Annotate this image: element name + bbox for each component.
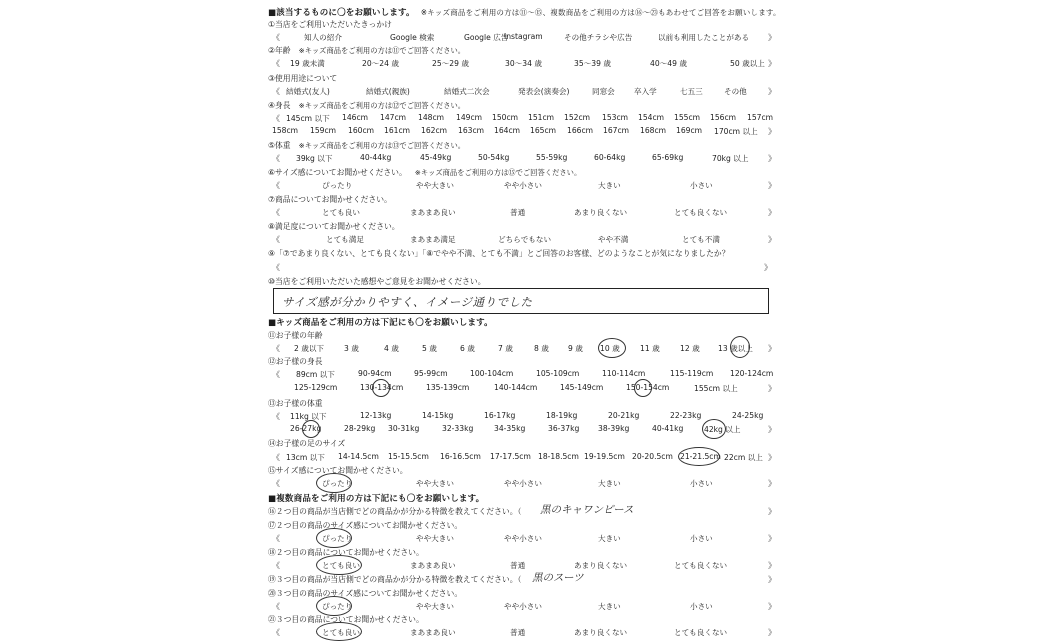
option-friend-referral[interactable]: 知人の紹介 xyxy=(304,33,342,42)
option-fit[interactable]: 小さい xyxy=(690,602,713,611)
option-height[interactable]: 167cm xyxy=(603,126,630,135)
option-height[interactable]: 160cm xyxy=(348,126,375,135)
option-age[interactable]: 40〜49 歳 xyxy=(650,59,687,68)
option-child-height[interactable]: 95-99cm xyxy=(414,369,448,378)
question-5: ⑤体重 ※キッズ商品をご利用の方は⑬でご回答ください。 xyxy=(268,141,466,150)
option-height[interactable]: 157cm xyxy=(747,113,774,122)
options-q8: 《 とても満足 まあまあ満足 どちらでもない やや不満 とても不満 》 xyxy=(272,235,776,244)
option-child-age[interactable]: 3 歳 xyxy=(344,344,359,353)
options-q19: 》 xyxy=(768,575,776,584)
option-bracket-open: 《 xyxy=(272,33,280,42)
option-fit[interactable]: やや小さい xyxy=(504,181,542,190)
option-satisfaction[interactable]: どちらでもない xyxy=(498,235,552,244)
option-child-age[interactable]: 4 歳 xyxy=(384,344,399,353)
option-weight[interactable]: 70kg 以上 xyxy=(712,154,749,163)
option-child-weight[interactable]: 26-27kg xyxy=(290,424,322,433)
option-child-height[interactable]: 140-144cm xyxy=(494,383,538,392)
options-q6: 《 ぴったり やや大きい やや小さい 大きい 小さい 》 xyxy=(272,181,776,190)
question-7: ⑦商品についてお聞かせください。 xyxy=(268,195,392,204)
option-height[interactable]: 161cm xyxy=(384,126,411,135)
option-child-height[interactable]: 130-134cm xyxy=(360,383,404,392)
option-weight[interactable]: 65-69kg xyxy=(652,153,684,162)
answer-circle xyxy=(316,555,362,575)
question-8: ⑧満足度についてお聞かせください。 xyxy=(268,222,400,231)
option-foot-size[interactable]: 16-16.5cm xyxy=(440,452,481,461)
answer-circle xyxy=(598,338,626,358)
option-height[interactable]: 169cm xyxy=(676,126,703,135)
options-q1 xyxy=(272,32,776,42)
option-fit[interactable]: 小さい xyxy=(690,534,713,543)
options-q11: 《 2 歳以下 3 歳 4 歳 5 歳 6 歳 7 歳 8 歳 9 歳 10 歳 11 歳 12 歳 13 歳以上 》 xyxy=(272,344,776,353)
option-quality[interactable]: 普通 xyxy=(510,628,526,637)
question-4: ④身長 ※キッズ商品をご利用の方は⑫でご回答ください。 xyxy=(268,101,466,110)
option-usage[interactable]: 発表会(演奏会) xyxy=(518,87,570,96)
options-q20: 《 ぴったり やや大きい やや小さい 大きい 小さい 》 xyxy=(272,602,776,611)
question-16: ⑯２つ目の商品が当店側でどの商品かが分かる特徴を教えてください。（ xyxy=(268,507,522,516)
options-q17: 《 ぴったり やや大きい やや小さい 大きい 小さい 》 xyxy=(272,534,776,543)
option-child-weight[interactable]: 16-17kg xyxy=(484,411,516,420)
option-height[interactable]: 150cm xyxy=(492,113,519,122)
option-usage[interactable]: その他 xyxy=(724,87,747,96)
option-fit[interactable]: 大きい xyxy=(598,181,621,190)
option-child-height[interactable]: 150-154cm xyxy=(626,383,670,392)
handwritten-comment: サイズ感が分かりやすく、イメージ通りでした xyxy=(282,295,533,309)
option-age[interactable]: 35〜39 歳 xyxy=(574,59,611,68)
option-child-height[interactable]: 155cm 以上 xyxy=(694,384,738,393)
question-2: ②年齢 ※キッズ商品をご利用の方は⑪でご回答ください。 xyxy=(268,46,466,55)
option-foot-size[interactable]: 21-21.5cm xyxy=(680,452,721,461)
option-weight[interactable]: 55-59kg xyxy=(536,153,568,162)
option-usage[interactable]: 卒入学 xyxy=(634,87,657,96)
options-q12-row1: 《 89cm 以下 90-94cm 95-99cm 100-104cm 105-109cm 110-114cm 115-119cm 120-124cm xyxy=(272,369,774,379)
option-bracket-close: 》 xyxy=(768,33,776,42)
option-fit[interactable]: やや大きい xyxy=(416,602,454,611)
options-q18: 《 とても良い まあまあ良い 普通 あまり良くない とても良くない 》 xyxy=(272,561,776,570)
answer-circle xyxy=(372,379,390,397)
answer-circle xyxy=(316,528,352,548)
option-foot-size[interactable]: 15-15.5cm xyxy=(388,452,429,461)
option-weight[interactable]: 39kg 以下 xyxy=(296,154,333,163)
option-child-age[interactable]: 6 歳 xyxy=(460,344,475,353)
option-height[interactable]: 166cm xyxy=(567,126,594,135)
option-height[interactable]: 145cm 以下 xyxy=(286,114,330,123)
section-heading-general xyxy=(268,6,781,18)
option-child-age[interactable]: 13 歳以上 xyxy=(718,344,753,353)
option-child-weight[interactable]: 18-19kg xyxy=(546,411,578,420)
question-6: ⑥サイズ感についてお聞かせください。 ※キッズ商品をご利用の方は⑮でご回答ください。 xyxy=(268,168,582,177)
option-satisfaction[interactable]: とても不満 xyxy=(682,235,720,244)
option-child-weight[interactable]: 20-21kg xyxy=(608,411,640,420)
question-20: ⑳３つ目の商品のサイズ感についてお聞かせください。 xyxy=(268,589,463,598)
section-title: ■該当するものに〇をお願いします。 xyxy=(268,8,415,18)
option-child-age[interactable]: 10 歳 xyxy=(600,344,620,353)
option-quality[interactable]: あまり良くない xyxy=(574,561,628,570)
section-title: ■複数商品をご利用の方は下記にも〇をお願いします。 xyxy=(268,494,485,504)
options-q5: 《 39kg 以下 40-44kg 45-49kg 50-54kg 55-59kg 60-64kg 65-69kg 70kg 以上 》 xyxy=(272,153,776,163)
option-quality[interactable]: とても良い xyxy=(322,628,360,637)
option-fit[interactable]: やや大きい xyxy=(416,479,454,488)
question-11: ⑪お子様の年齢 xyxy=(268,331,323,340)
options-q12-row2: 125-129cm 130-134cm 135-139cm 140-144cm 145-149cm 150-154cm 155cm 以上 》 xyxy=(294,383,776,393)
option-foot-size[interactable]: 18-18.5cm xyxy=(538,452,579,461)
option-weight[interactable]: 40-44kg xyxy=(360,153,392,162)
option-quality[interactable]: あまり良くない xyxy=(574,628,628,637)
option-usage[interactable]: 七五三 xyxy=(680,87,703,96)
option-height[interactable]: 151cm xyxy=(528,113,555,122)
answer-circle xyxy=(316,473,352,493)
option-quality[interactable]: とても良くない xyxy=(674,561,728,570)
option-child-weight[interactable]: 24-25kg xyxy=(732,411,764,420)
answer-circle xyxy=(316,596,352,616)
option-weight[interactable]: 50-54kg xyxy=(478,153,510,162)
answer-circle xyxy=(634,379,652,397)
handwritten-item-2: 黒のキャワンピース xyxy=(540,504,634,516)
option-usage[interactable]: 結婚式(親族) xyxy=(366,87,410,96)
option-fit[interactable]: やや大きい xyxy=(416,181,454,190)
option-foot-size[interactable]: 20-20.5cm xyxy=(632,452,673,461)
option-child-height[interactable]: 105-109cm xyxy=(536,369,580,378)
question-10: ⑩当店をご利用いただいた感想やご意見をお聞かせください。 xyxy=(268,277,486,286)
option-fit[interactable]: ぴったり xyxy=(322,602,353,611)
options-q3: 《 結婚式(友人) 結婚式(親族) 結婚式二次会 発表会(演奏会) 同窓会 卒入学 七五三 その他 》 xyxy=(272,87,776,96)
options-q15: 《 ぴったり やや大きい やや小さい 大きい 小さい 》 xyxy=(272,479,776,488)
option-child-weight[interactable]: 36-37kg xyxy=(548,424,580,433)
options-q13-row2: 26-27kg 28-29kg 30-31kg 32-33kg 34-35kg 36-37kg 38-39kg 40-41kg 42kg 以上 》 xyxy=(290,424,776,434)
option-height[interactable]: 154cm xyxy=(638,113,665,122)
question-14: ⑭お子様の足のサイズ xyxy=(268,439,346,448)
option-fit[interactable]: 小さい xyxy=(690,181,713,190)
option-fit[interactable]: 大きい xyxy=(598,602,621,611)
option-quality[interactable]: あまり良くない xyxy=(574,208,628,217)
section-heading-multiple xyxy=(268,492,484,504)
option-child-height[interactable]: 120-124cm xyxy=(730,369,774,378)
option-satisfaction[interactable]: まあまあ満足 xyxy=(410,235,456,244)
question-15: ⑮サイズ感についてお聞かせください。 xyxy=(268,466,408,475)
answer-circle xyxy=(730,336,750,358)
option-weight[interactable]: 45-49kg xyxy=(420,153,452,162)
question-18: ⑱２つ目の商品についてお聞かせください。 xyxy=(268,548,424,557)
options-q4-row1: 《 145cm 以下 146cm 147cm 148cm 149cm 150cm 151cm 152cm 153cm 154cm 155cm 156cm 157cm xyxy=(272,113,774,123)
option-fit[interactable]: ぴったり xyxy=(322,479,353,488)
option-child-age[interactable]: 5 歳 xyxy=(422,344,437,353)
option-child-weight[interactable]: 32-33kg xyxy=(442,424,474,433)
answer-circle xyxy=(702,419,726,439)
option-foot-size[interactable]: 14-14.5cm xyxy=(338,452,379,461)
question-17: ⑰２つ目の商品のサイズ感についてお聞かせください。 xyxy=(268,521,463,530)
question-12: ⑫お子様の身長 xyxy=(268,357,323,366)
answer-circle xyxy=(302,420,320,438)
option-height[interactable]: 159cm xyxy=(310,126,337,135)
option-quality[interactable]: 普通 xyxy=(510,561,526,570)
option-height[interactable]: 170cm 以上 xyxy=(714,127,758,136)
option-age[interactable]: 50 歳以上 xyxy=(730,59,765,68)
option-child-weight[interactable]: 42kg 以上 xyxy=(704,425,741,434)
option-child-age[interactable]: 8 歳 xyxy=(534,344,549,353)
option-child-age[interactable]: 9 歳 xyxy=(568,344,583,353)
options-q14: 《 13cm 以下 14-14.5cm 15-15.5cm 16-16.5cm 17-17.5cm 18-18.5cm 19-19.5cm 20-20.5cm 21-21.5cm 22cm 以上 》 xyxy=(272,452,776,462)
option-fit[interactable]: 小さい xyxy=(690,479,713,488)
option-child-height[interactable]: 90-94cm xyxy=(358,369,392,378)
option-child-age[interactable]: 2 歳以下 xyxy=(294,344,325,353)
option-google-search[interactable]: Google 検索 xyxy=(390,33,435,42)
option-height[interactable]: 165cm xyxy=(530,126,557,135)
option-child-height[interactable]: 125-129cm xyxy=(294,383,338,392)
option-fit[interactable]: ぴったり xyxy=(322,181,353,190)
options-q16: 》 xyxy=(768,507,776,516)
option-fit[interactable]: 大きい xyxy=(598,534,621,543)
option-quality[interactable]: まあまあ良い xyxy=(410,628,456,637)
option-height[interactable]: 153cm xyxy=(602,113,629,122)
option-quality[interactable]: まあまあ良い xyxy=(410,561,456,570)
option-height[interactable]: 168cm xyxy=(640,126,667,135)
option-used-before[interactable]: 以前も利用したことがある xyxy=(658,33,750,42)
option-quality[interactable]: 普通 xyxy=(510,208,526,217)
option-usage[interactable]: 結婚式二次会 xyxy=(444,87,490,96)
option-height[interactable]: 156cm xyxy=(710,113,737,122)
answer-circle xyxy=(316,622,362,641)
option-height[interactable]: 155cm xyxy=(674,113,701,122)
option-child-height[interactable]: 115-119cm xyxy=(670,369,714,378)
options-q7: 《 とても良い まあまあ良い 普通 あまり良くない とても良くない 》 xyxy=(272,208,776,217)
option-child-weight[interactable]: 30-31kg xyxy=(388,424,420,433)
option-child-weight[interactable]: 34-35kg xyxy=(494,424,526,433)
options-q21: 《 とても良い まあまあ良い 普通 あまり良くない とても良くない 》 xyxy=(272,628,776,637)
option-child-height[interactable]: 89cm 以下 xyxy=(296,370,335,379)
question-9: ⑨「⑦であまり良くない、とても良くない」「⑧でやや不満、とても不満」とご回答のお客様、どのようなことが気になりましたか？ xyxy=(268,249,730,258)
option-child-weight[interactable]: 40-41kg xyxy=(652,424,684,433)
question-13: ⑬お子様の体重 xyxy=(268,399,323,408)
option-flyer-ad[interactable]: その他チラシや広告 xyxy=(564,33,633,42)
option-foot-size[interactable]: 17-17.5cm xyxy=(490,452,531,461)
option-child-weight[interactable]: 12-13kg xyxy=(360,411,392,420)
options-q9: 《 》 xyxy=(272,263,772,272)
option-quality[interactable]: とても良い xyxy=(322,561,360,570)
options-q2: 《 19 歳未満 20〜24 歳 25〜29 歳 30〜34 歳 35〜39 歳 40〜49 歳 50 歳以上 》 xyxy=(272,59,776,68)
option-fit[interactable]: やや小さい xyxy=(504,534,542,543)
option-height[interactable]: 149cm xyxy=(456,113,483,122)
option-age[interactable]: 25〜29 歳 xyxy=(432,59,469,68)
option-satisfaction[interactable]: とても満足 xyxy=(326,235,364,244)
option-child-age[interactable]: 7 歳 xyxy=(498,344,513,353)
section-heading-kids xyxy=(268,316,493,328)
option-height[interactable]: 163cm xyxy=(458,126,485,135)
option-height[interactable]: 147cm xyxy=(380,113,407,122)
option-child-height[interactable]: 110-114cm xyxy=(602,369,646,378)
option-quality[interactable]: とても良くない xyxy=(674,208,728,217)
option-foot-size[interactable]: 19-19.5cm xyxy=(584,452,625,461)
option-fit[interactable]: 大きい xyxy=(598,479,621,488)
option-foot-size[interactable]: 22cm 以上 xyxy=(724,453,763,462)
option-satisfaction[interactable]: やや不満 xyxy=(598,235,629,244)
option-child-weight[interactable]: 11kg 以下 xyxy=(290,412,327,421)
option-weight[interactable]: 60-64kg xyxy=(594,153,626,162)
option-child-height[interactable]: 135-139cm xyxy=(426,383,470,392)
option-quality[interactable]: まあまあ良い xyxy=(410,208,456,217)
answer-circle xyxy=(678,447,720,466)
option-child-height[interactable]: 100-104cm xyxy=(470,369,514,378)
option-fit[interactable]: やや小さい xyxy=(504,602,542,611)
option-child-age[interactable]: 11 歳 xyxy=(640,344,660,353)
options-q4-row2: 158cm 159cm 160cm 161cm 162cm 163cm 164cm 165cm 166cm 167cm 168cm 169cm 170cm 以上 》 xyxy=(272,126,776,136)
section-note: ※キッズ商品をご利用の方は⑪〜⑮、複数商品をご利用の方は⑯〜㉓もあわせてご回答をお願いします。 xyxy=(420,8,781,17)
question-21: ㉑３つ目の商品についてお聞かせください。 xyxy=(268,615,424,624)
question-19: ⑲３つ目の商品が当店側でどの商品かが分かる特徴を教えてください。（ xyxy=(268,575,522,584)
option-child-weight[interactable]: 28-29kg xyxy=(344,424,376,433)
option-google-ads[interactable]: Google 広告 xyxy=(464,33,509,42)
option-child-weight[interactable]: 38-39kg xyxy=(598,424,630,433)
option-usage[interactable]: 結婚式(友人) xyxy=(286,87,330,96)
option-height[interactable]: 162cm xyxy=(421,126,448,135)
comment-box[interactable] xyxy=(273,288,769,314)
section-title: ■キッズ商品をご利用の方は下記にも〇をお願いします。 xyxy=(268,318,493,328)
option-child-weight[interactable]: 14-15kg xyxy=(422,411,454,420)
option-age[interactable]: 19 歳未満 xyxy=(290,59,325,68)
option-fit[interactable]: やや小さい xyxy=(504,479,542,488)
option-age[interactable]: 20〜24 歳 xyxy=(362,59,399,68)
option-usage[interactable]: 同窓会 xyxy=(592,87,615,96)
option-height[interactable]: 164cm xyxy=(494,126,521,135)
option-fit[interactable]: やや大きい xyxy=(416,534,454,543)
option-height[interactable]: 148cm xyxy=(418,113,445,122)
options-q13-row1: 《 11kg 以下 12-13kg 14-15kg 16-17kg 18-19kg 20-21kg 22-23kg 24-25kg xyxy=(272,411,764,421)
option-height[interactable]: 146cm xyxy=(342,113,369,122)
option-age[interactable]: 30〜34 歳 xyxy=(505,59,542,68)
handwritten-item-3: 黒のスーツ xyxy=(532,572,584,584)
option-child-age[interactable]: 12 歳 xyxy=(680,344,700,353)
option-instagram[interactable]: Instagram xyxy=(504,32,543,41)
option-height[interactable]: 158cm xyxy=(272,126,299,135)
option-quality[interactable]: とても良くない xyxy=(674,628,728,637)
option-child-height[interactable]: 145-149cm xyxy=(560,383,604,392)
question-3: ③使用用途について xyxy=(268,74,338,83)
option-fit[interactable]: ぴったり xyxy=(322,534,353,543)
option-height[interactable]: 152cm xyxy=(564,113,591,122)
option-quality[interactable]: とても良い xyxy=(322,208,360,217)
option-child-weight[interactable]: 22-23kg xyxy=(670,411,702,420)
option-foot-size[interactable]: 13cm 以下 xyxy=(286,453,325,462)
question-1: ①当店をご利用いただいたきっかけ xyxy=(268,20,392,29)
